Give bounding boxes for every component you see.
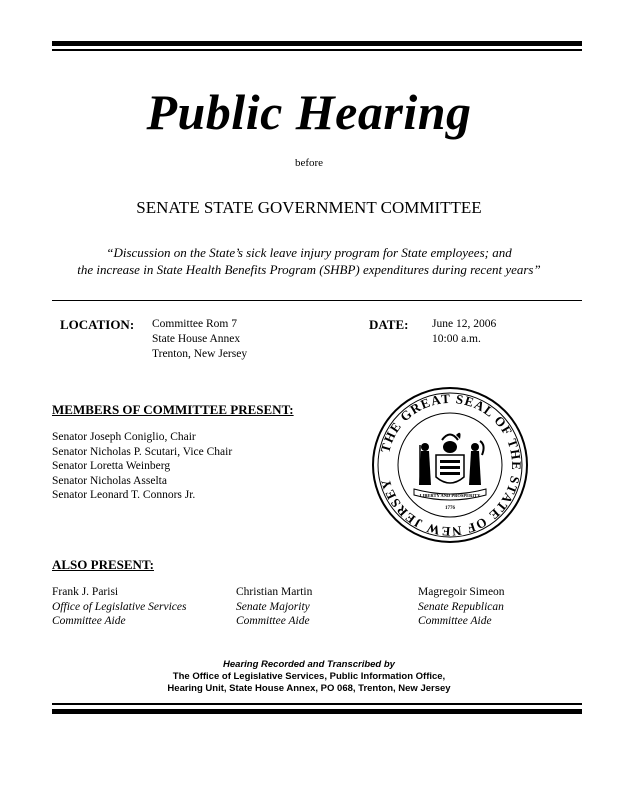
date-line: June 12, 2006 [432, 318, 497, 330]
transcription-credit [0, 659, 618, 695]
date-label: DATE: [369, 317, 409, 332]
also-present-person [52, 585, 186, 629]
nj-state-seal [370, 385, 530, 545]
seal-banner-text: LIBERTY AND PROSPERITY [419, 493, 481, 498]
page-title: Public Hearing [146, 84, 472, 140]
before-text: before [294, 157, 324, 169]
members-heading: MEMBERS OF COMMITTEE PRESENT: [52, 402, 294, 417]
location-line: Trenton, New Jersey [152, 348, 248, 360]
person-name: Frank J. Parisi [52, 586, 119, 598]
bottom-rule-thin [52, 703, 582, 705]
subject-line-2: the increase in State Health Benefits Program (SHBP) expenditures during recent years” [77, 262, 541, 277]
member-item: Senator Joseph Coniglio, Chair [52, 431, 196, 443]
also-present-heading: ALSO PRESENT: [52, 557, 154, 572]
section-divider [52, 300, 582, 301]
person-name: Magregoir Simeon [418, 586, 505, 598]
committee-name: SENATE STATE GOVERNMENT COMMITTEE [136, 198, 482, 217]
member-item: Senator Leonard T. Connors Jr. [52, 489, 196, 501]
member-item: Senator Nicholas Asselta [52, 474, 167, 487]
person-role: Office of Legislative Services [52, 600, 187, 613]
location-label: LOCATION: [60, 317, 135, 332]
footer-line-2: The Office of Legislative Services, Public Information Office, [172, 671, 446, 682]
member-item: Senator Nicholas P. Scutari, Vice Chair [52, 445, 233, 458]
location-line: State House Annex [152, 333, 241, 345]
location-line: Committee Rom 7 [152, 318, 237, 330]
person-role: Senate Majority [236, 600, 310, 613]
person-role: Committee Aide [52, 615, 126, 627]
hearing-subject [40, 244, 578, 278]
members-list [52, 430, 232, 503]
person-role: Committee Aide [418, 615, 492, 627]
date-line: 10:00 a.m. [432, 333, 481, 345]
also-present-person [236, 585, 312, 629]
subject-line-1: “Discussion on the State’s sick leave injury program for State employees; and [106, 245, 512, 260]
footer-line-3: Hearing Unit, State House Annex, PO 068, Trenton, New Jersey [167, 683, 451, 694]
seal-year: 1776 [445, 506, 455, 511]
top-rule-thick [52, 41, 582, 46]
location-value [152, 317, 247, 362]
person-name: Christian Martin [236, 586, 313, 598]
bottom-rule-thick [52, 709, 582, 714]
person-role: Senate Republican [418, 600, 504, 613]
person-role: Committee Aide [236, 615, 310, 627]
also-present-person [418, 585, 505, 629]
footer-line-1: Hearing Recorded and Transcribed by [223, 659, 395, 670]
date-value [432, 317, 496, 347]
member-item: Senator Loretta Weinberg [52, 460, 171, 472]
top-rule-thin [52, 49, 582, 51]
seal-ring-text: THE GREAT SEAL OF THE STATE OF NEW JERSEY [377, 390, 525, 540]
